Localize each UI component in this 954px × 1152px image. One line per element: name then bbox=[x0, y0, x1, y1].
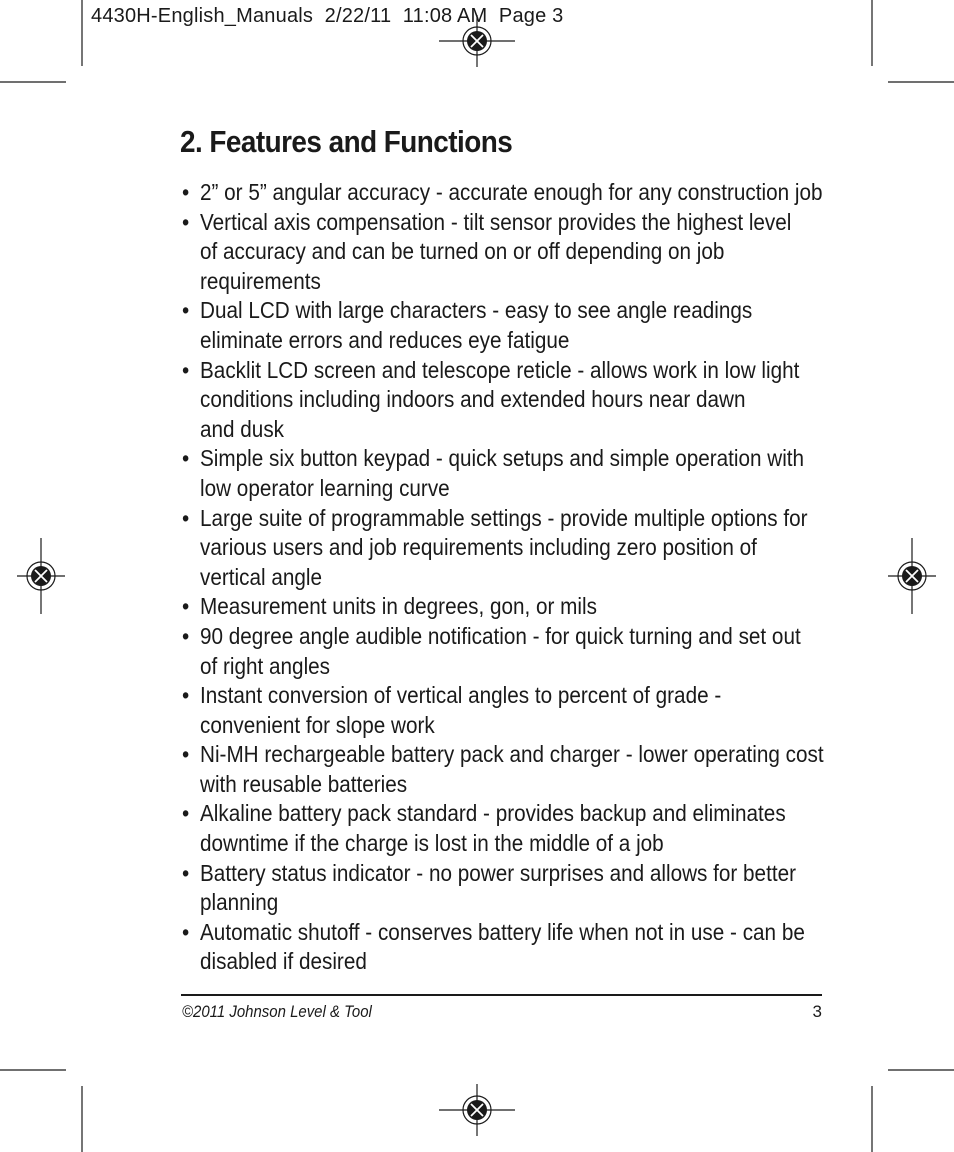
feature-list-item bbox=[182, 799, 812, 858]
feature-line: vertical angle bbox=[200, 563, 322, 590]
feature-line: low operator learning curve bbox=[200, 474, 450, 501]
feature-line: Backlit LCD screen and telescope reticle - allows work in low light bbox=[200, 356, 800, 383]
crop-mark-top-left bbox=[0, 0, 82, 82]
bullet-icon: • bbox=[182, 208, 190, 235]
feature-line: and dusk bbox=[200, 415, 285, 442]
feature-list-item bbox=[182, 444, 812, 503]
feature-line: Instant conversion of vertical angles to percent of grade - bbox=[200, 682, 722, 709]
feature-line: planning bbox=[200, 889, 279, 916]
page-number: 3 bbox=[812, 1002, 822, 1021]
feature-line: Battery status indicator - no power surprises and allows for better bbox=[200, 859, 796, 886]
feature-list-item bbox=[182, 504, 812, 593]
section-title: 2. Features and Functions bbox=[180, 124, 513, 159]
feature-list-item bbox=[182, 178, 823, 208]
bullet-icon: • bbox=[182, 741, 190, 768]
feature-line: Ni-MH rechargeable battery pack and charger - lower operating cost bbox=[200, 741, 824, 768]
feature-line: disabled if desired bbox=[200, 948, 367, 975]
feature-line: conditions including indoors and extended hours near dawn bbox=[200, 386, 746, 413]
feature-line: requirements bbox=[200, 267, 321, 294]
feature-list-item bbox=[182, 859, 812, 918]
registration-mark-icon bbox=[439, 1084, 515, 1136]
feature-line: Measurement units in degrees, gon, or mils bbox=[200, 593, 597, 620]
crop-mark-bottom-left bbox=[0, 1070, 82, 1152]
printer-slug-line: 4430H-English_Manuals 2/22/11 11:08 AM Page 3 bbox=[91, 5, 564, 27]
bullet-icon: • bbox=[182, 179, 190, 205]
feature-list-item bbox=[182, 918, 812, 977]
feature-line: various users and job requirements including zero position of bbox=[200, 534, 757, 561]
bullet-icon: • bbox=[182, 622, 190, 649]
crop-mark-bottom-right bbox=[872, 1070, 954, 1152]
features-list bbox=[182, 178, 824, 977]
feature-line: Dual LCD with large characters - easy to see angle readings bbox=[200, 297, 753, 324]
bullet-icon: • bbox=[182, 800, 190, 827]
bullet-icon: • bbox=[182, 445, 190, 472]
feature-line: Alkaline battery pack standard - provides backup and eliminates bbox=[200, 800, 786, 827]
footer-divider bbox=[181, 994, 822, 996]
feature-line: downtime if the charge is lost in the middle of a job bbox=[200, 830, 664, 857]
bullet-icon: • bbox=[182, 504, 190, 531]
feature-line: 2” or 5” angular accuracy - accurate enough for any construction job bbox=[200, 179, 823, 205]
copyright-notice: ©2011 Johnson Level & Tool bbox=[182, 1002, 372, 1021]
feature-list-item bbox=[182, 356, 812, 445]
registration-mark-icon bbox=[17, 538, 65, 614]
feature-list-item bbox=[182, 740, 824, 799]
feature-line: convenient for slope work bbox=[200, 711, 435, 738]
bullet-icon: • bbox=[182, 918, 190, 945]
feature-line: eliminate errors and reduces eye fatigue bbox=[200, 326, 570, 353]
feature-line: Large suite of programmable settings - provide multiple options for bbox=[200, 504, 808, 531]
feature-line: of accuracy and can be turned on or off depending on job bbox=[200, 238, 725, 265]
feature-list-item bbox=[182, 681, 812, 740]
bullet-icon: • bbox=[182, 682, 190, 709]
crop-mark-top-right bbox=[872, 0, 954, 82]
bullet-icon: • bbox=[182, 859, 190, 886]
feature-list-item bbox=[182, 592, 812, 622]
bullet-icon: • bbox=[182, 356, 190, 383]
feature-line: Automatic shutoff - conserves battery life when not in use - can be bbox=[200, 918, 805, 945]
bullet-icon: • bbox=[182, 297, 190, 324]
feature-list-item bbox=[182, 622, 812, 681]
registration-mark-icon bbox=[888, 538, 936, 614]
feature-line: Vertical axis compensation - tilt sensor provides the highest level bbox=[200, 208, 792, 235]
feature-line: with reusable batteries bbox=[200, 770, 408, 797]
feature-line: Simple six button keypad - quick setups and simple operation with bbox=[200, 445, 805, 472]
feature-line: of right angles bbox=[200, 652, 331, 679]
feature-line: 90 degree angle audible notification - for quick turning and set out bbox=[200, 622, 801, 649]
feature-list-item bbox=[182, 208, 812, 297]
bullet-icon: • bbox=[182, 593, 190, 620]
feature-list-item bbox=[182, 296, 812, 355]
